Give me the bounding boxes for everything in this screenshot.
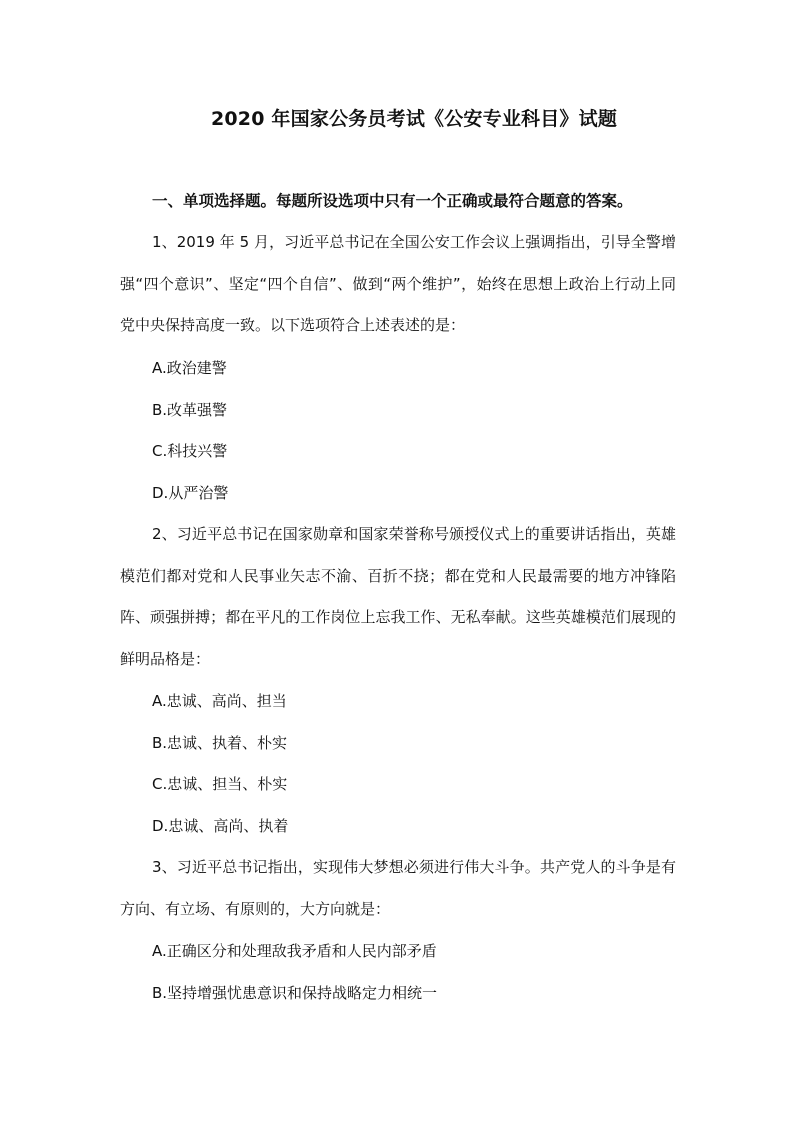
question-1-option-a: A.政治建警 xyxy=(152,359,227,377)
section-heading: 一、单项选择题。每题所设选项中只有一个正确或最符合题意的答案。 xyxy=(152,192,633,210)
question-3-option-a: A.正确区分和处理敌我矛盾和人民内部矛盾 xyxy=(152,942,437,960)
question-2-text: 2、习近平总书记在国家勋章和国家荣誉称号颁授仪式上的重要讲话指出，英雄模范们都对党和人民事业矢志不渝、百折不挠；都在党和人民最需要的地方冲锋陷阵、顽强拼搏；都在平凡的工作岗位上忘我工作、无私奉献。这些英雄模范们展现的鲜明品格是： xyxy=(120,525,676,668)
question-1-text: 1、2019 年 5 月，习近平总书记在全国公安工作会议上强调指出，引导全警增强“四个意识”、坚定“四个自信”、做到“两个维护”，始终在思想上政治上行动上同党中央保持高度一致。以下选项符合上述表述的是： xyxy=(120,233,676,335)
question-1-option-b: B.改革强警 xyxy=(152,401,228,419)
question-3-text: 3、习近平总书记指出，实现伟大梦想必须进行伟大斗争。共产党人的斗争是有方向、有立场、有原则的，大方向就是： xyxy=(120,858,676,918)
question-2-option-c: C.忠诚、担当、朴实 xyxy=(152,775,288,793)
question-2-option-b: B.忠诚、执着、朴实 xyxy=(152,734,288,752)
document-title: 2020 年国家公务员考试《公安专业科目》试题 xyxy=(210,108,618,130)
question-3-option-b: B.坚持增强忧患意识和保持战略定力相统一 xyxy=(152,984,438,1002)
question-2-option-a: A.忠诚、高尚、担当 xyxy=(152,692,287,710)
question-1-option-c: C.科技兴警 xyxy=(152,442,228,460)
question-2-option-d: D.忠诚、高尚、执着 xyxy=(152,817,289,835)
question-1-option-d: D.从严治警 xyxy=(152,484,229,502)
